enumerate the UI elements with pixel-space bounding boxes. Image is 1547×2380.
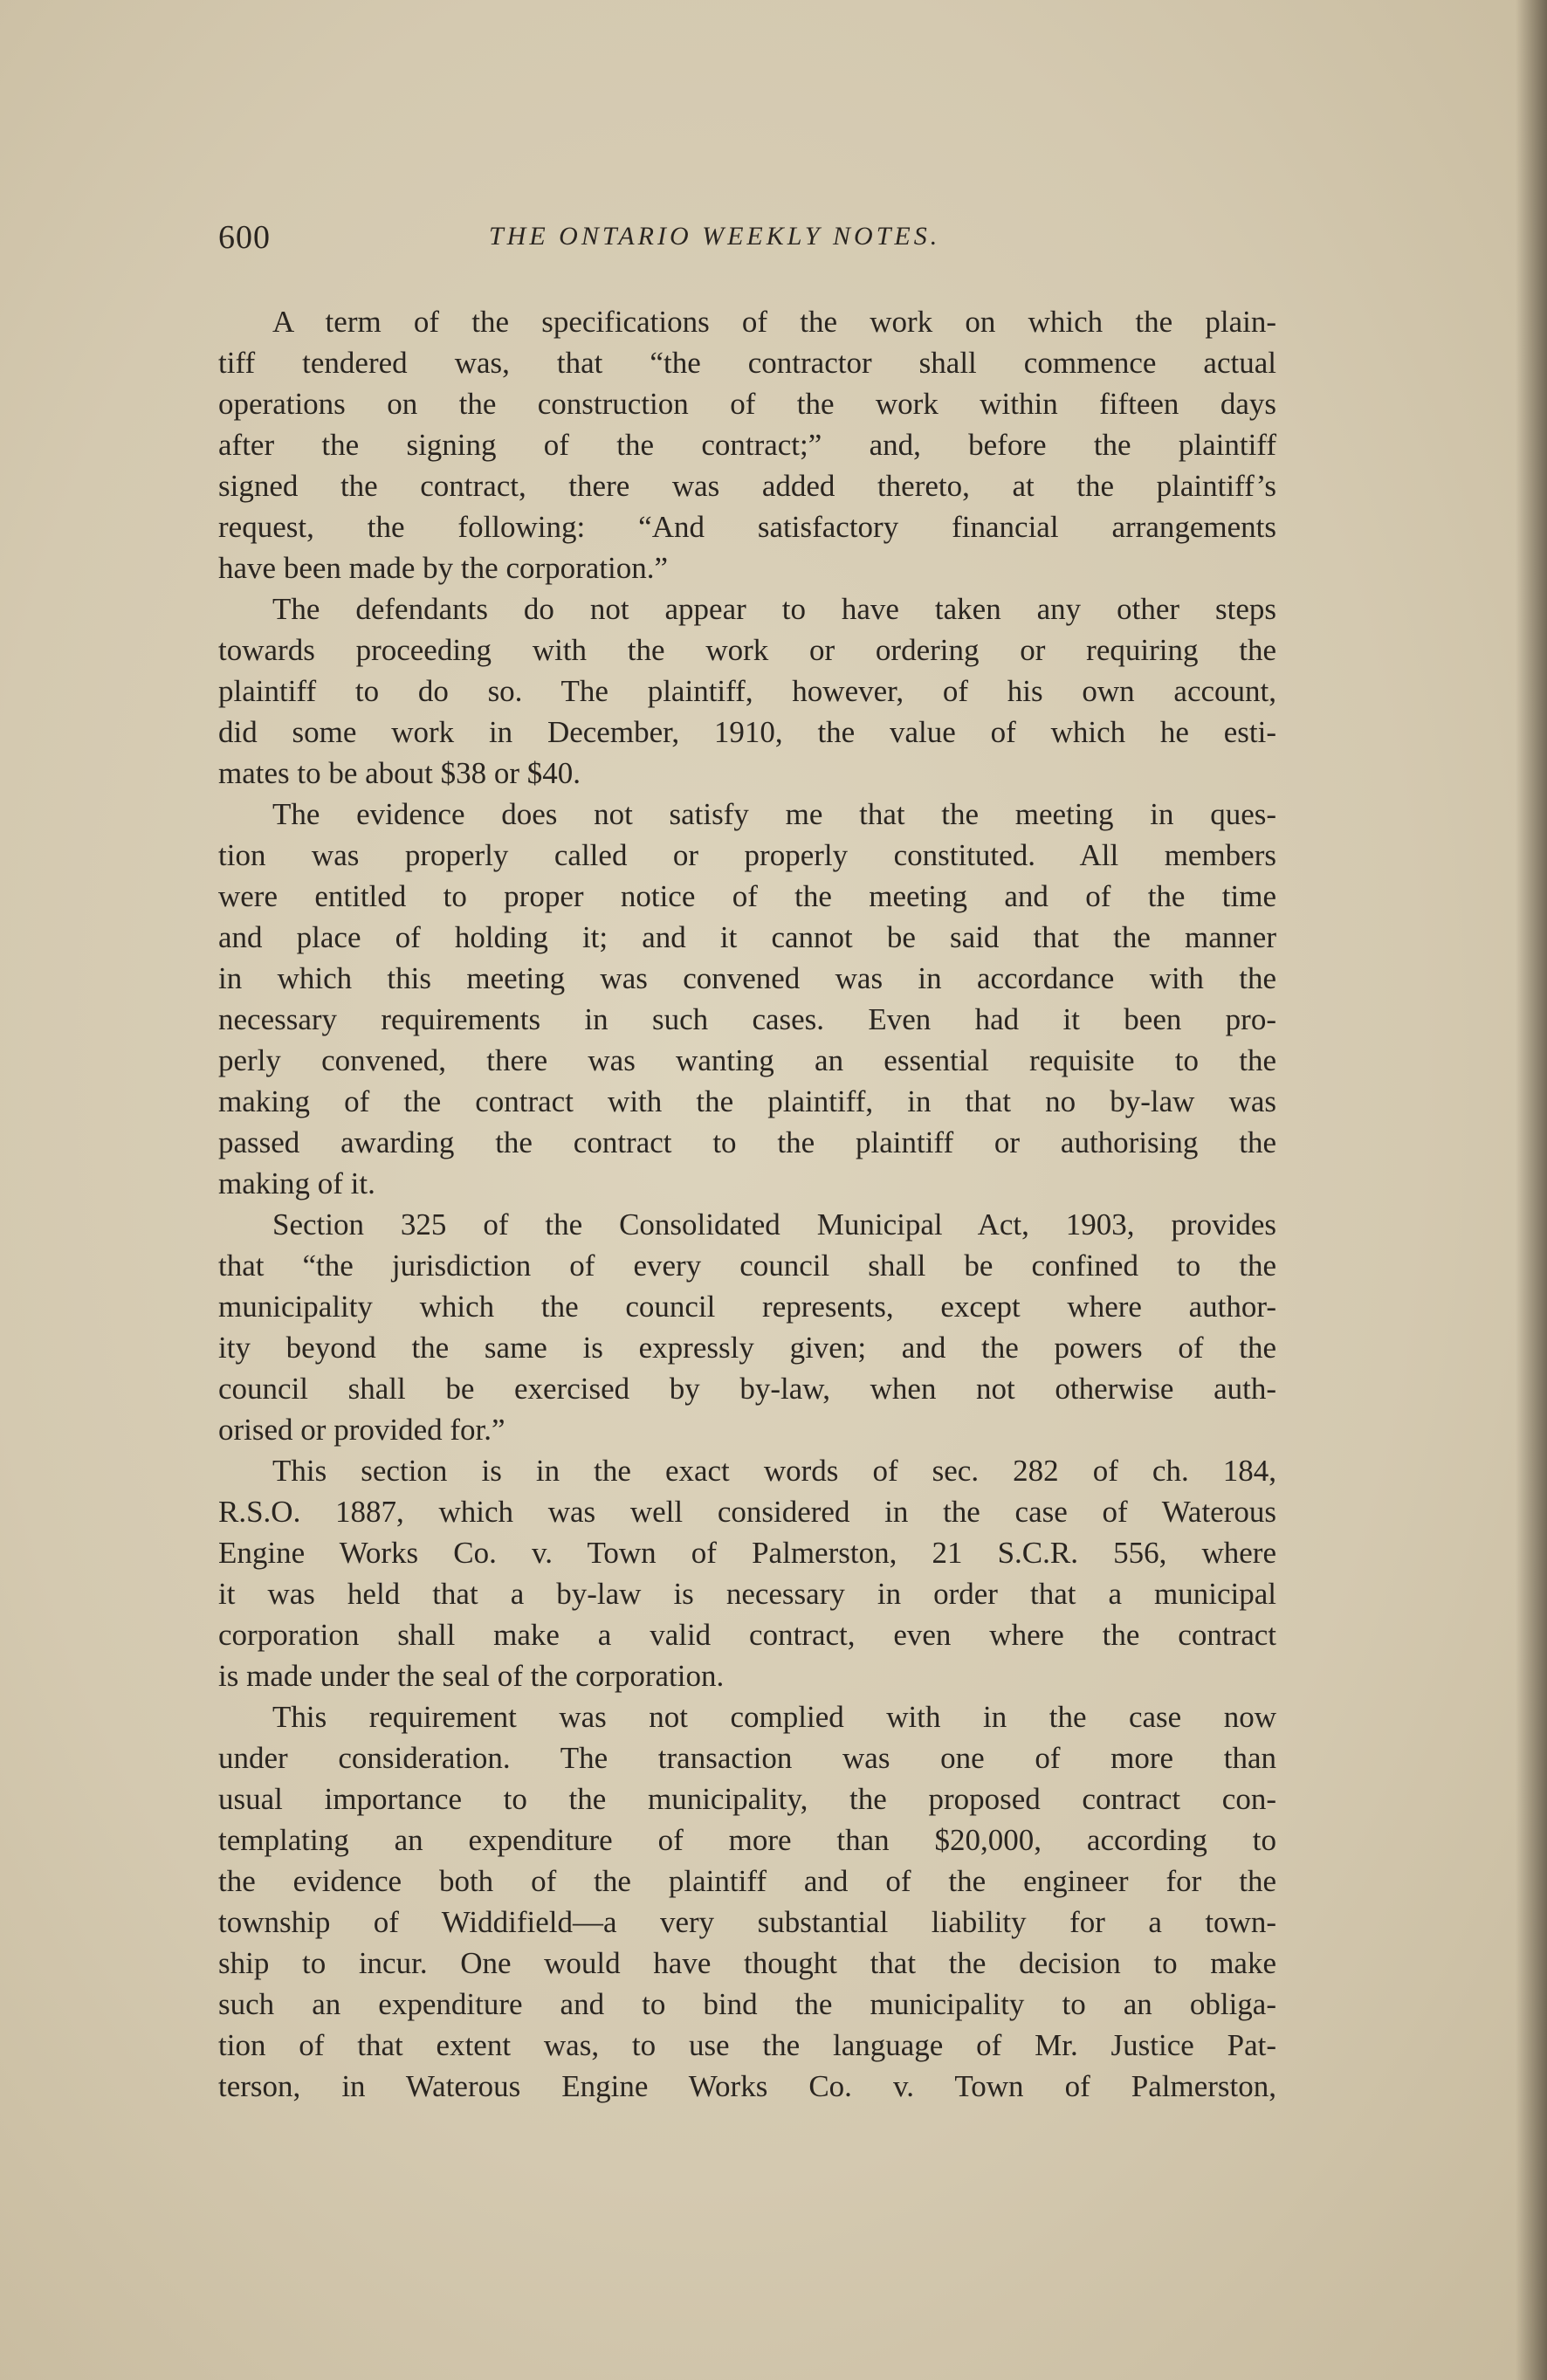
- text-line: making of the contract with the plaintiff, in that no by-law was: [218, 1084, 1276, 1118]
- text-line: plaintiff to do so. The plaintiff, however, of his own account,: [218, 674, 1276, 708]
- text-line: necessary requirements in such cases. Even had it been pro-: [218, 1002, 1276, 1036]
- text-line: were entitled to proper notice of the meeting and of the time: [218, 879, 1276, 913]
- text-line: making of it.: [218, 1166, 375, 1200]
- text-line: operations on the construction of the work within fifteen days: [218, 387, 1276, 421]
- text-line: tion was properly called or properly constituted. All members: [218, 838, 1276, 872]
- text-line: passed awarding the contract to the plaintiff or authorising the: [218, 1125, 1276, 1159]
- text-line: tiff tendered was, that “the contractor shall commence actual: [218, 346, 1276, 380]
- body-text: [218, 301, 1276, 2107]
- running-head: THE ONTARIO WEEKLY NOTES.: [489, 222, 941, 251]
- text-line: municipality which the council represents, except where author-: [218, 1290, 1276, 1324]
- text-line: The defendants do not appear to have taken any other steps: [272, 592, 1276, 626]
- text-line: township of Widdifield—a very substantial liability for a town-: [218, 1905, 1276, 1939]
- text-line: signed the contract, there was added thereto, at the plaintiff’s: [218, 469, 1276, 503]
- text-line: under consideration. The transaction was one of more than: [218, 1741, 1276, 1775]
- page-header: [218, 218, 1275, 262]
- text-line: is made under the seal of the corporation.: [218, 1659, 725, 1693]
- text-line: terson, in Waterous Engine Works Co. v. Town of Palmerston,: [218, 2069, 1276, 2103]
- text-line: that “the jurisdiction of every council shall be confined to the: [218, 1248, 1276, 1283]
- text-line: have been made by the corporation.”: [218, 551, 669, 585]
- text-line: R.S.O. 1887, which was well considered in the case of Waterous: [218, 1495, 1276, 1529]
- text-line: after the signing of the contract;” and, before the plaintiff: [218, 428, 1276, 462]
- text-line: in which this meeting was convened was in accordance with the: [218, 961, 1276, 995]
- text-line: corporation shall make a valid contract, even where the contract: [218, 1618, 1276, 1652]
- page-edge-shadow: [1516, 0, 1547, 2380]
- text-line: usual importance to the municipality, the proposed contract con-: [218, 1782, 1276, 1816]
- text-line: the evidence both of the plaintiff and of the engineer for the: [218, 1864, 1276, 1898]
- text-line: it was held that a by-law is necessary in order that a municipal: [218, 1577, 1276, 1611]
- text-line: such an expenditure and to bind the municipality to an obliga-: [218, 1987, 1276, 2021]
- text-line: templating an expenditure of more than $20,000, according to: [218, 1823, 1276, 1857]
- text-line: The evidence does not satisfy me that the meeting in ques-: [272, 797, 1276, 831]
- text-line: towards proceeding with the work or ordering or requiring the: [218, 633, 1276, 667]
- text-line: This section is in the exact words of sec. 282 of ch. 184,: [272, 1454, 1276, 1488]
- text-line: ship to incur. One would have thought that the decision to make: [218, 1946, 1276, 1980]
- text-line: ity beyond the same is expressly given; and the powers of the: [218, 1331, 1276, 1365]
- text-line: A term of the specifications of the work on which the plain-: [272, 305, 1276, 339]
- text-line: request, the following: “And satisfactory financial arrangements: [218, 510, 1276, 544]
- page-number: 600: [218, 219, 271, 256]
- text-line: and place of holding it; and it cannot be said that the manner: [218, 920, 1276, 954]
- text-line: Section 325 of the Consolidated Municipal Act, 1903, provides: [272, 1207, 1276, 1242]
- text-line: Engine Works Co. v. Town of Palmerston, 21 S.C.R. 556, where: [218, 1536, 1276, 1570]
- text-line: perly convened, there was wanting an essential requisite to the: [218, 1043, 1276, 1077]
- text-line: mates to be about $38 or $40.: [218, 756, 581, 790]
- text-line: tion of that extent was, to use the language of Mr. Justice Pat-: [218, 2028, 1276, 2062]
- text-line: orised or provided for.”: [218, 1413, 505, 1447]
- text-line: did some work in December, 1910, the value of which he esti-: [218, 715, 1276, 749]
- text-line: council shall be exercised by by-law, when not otherwise auth-: [218, 1372, 1276, 1406]
- text-line: This requirement was not complied with in the case now: [272, 1700, 1276, 1734]
